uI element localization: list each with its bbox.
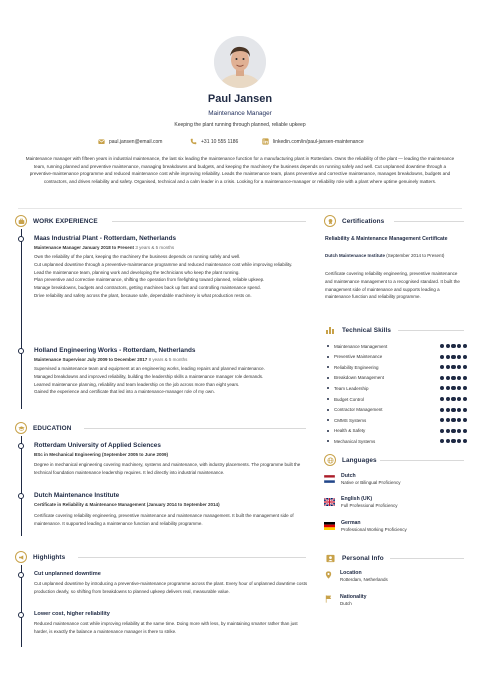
timeline-dot	[18, 493, 24, 499]
skill-name: Reliability Engineering	[334, 364, 379, 370]
contact-phone[interactable]	[190, 138, 238, 145]
experience-duration: 3 years & 5 months	[135, 245, 175, 250]
skill-level-dot	[463, 344, 467, 348]
section-title: Languages	[342, 456, 377, 464]
de-flag-icon	[324, 522, 335, 530]
skill-level-dot	[446, 408, 450, 412]
info-label: Nationality	[340, 594, 367, 600]
skill-bullet	[327, 430, 329, 432]
personal-nationality	[325, 594, 465, 606]
skill-level-dot	[440, 386, 444, 390]
experience-duration: 8 years & 5 months	[148, 357, 188, 362]
experience-bullet: Own the reliability of the plant, keeping the machinery the business depends on running safely and well.	[34, 254, 241, 259]
skill-row	[327, 373, 467, 383]
experience-bullet: Managed breakdowns and improved reliability, building the leadership skills a maintenance manager role demands.	[34, 373, 264, 379]
skill-level-dot	[446, 355, 450, 359]
skill-level-dots	[440, 429, 467, 433]
header-divider	[18, 208, 462, 209]
skill-level-dot	[463, 386, 467, 390]
skill-level-dot	[463, 376, 467, 380]
skill-bullet	[327, 345, 329, 347]
uk-flag-icon	[324, 498, 335, 506]
skill-level-dot	[457, 397, 461, 401]
tagline: Keeping the plant running through planned, reliable upkeep	[174, 122, 306, 128]
section-rule	[84, 428, 306, 429]
skill-row	[327, 383, 467, 393]
section-certifications	[324, 215, 384, 227]
skill-level-dot	[463, 397, 467, 401]
skill-level-dot	[451, 429, 455, 433]
info-value: Dutch	[340, 601, 352, 606]
highlight-title: Lower cost, higher reliability	[34, 611, 110, 617]
skill-level-dot	[440, 365, 444, 369]
flag-icon	[325, 595, 332, 603]
skill-name: Team Leadership	[334, 385, 369, 391]
contact-bar	[0, 138, 480, 148]
phone-icon	[190, 138, 197, 145]
skill-level-dot	[451, 386, 455, 390]
info-value: Rotterdam, Netherlands	[340, 577, 388, 582]
skill-level-dot	[440, 344, 444, 348]
experience-bullets	[34, 253, 310, 300]
skill-level-dot	[451, 344, 455, 348]
timeline-dot	[18, 612, 24, 618]
education-degree: Certificate in Reliability & Maintenance Management (January 2014 to September 2014)	[34, 502, 220, 507]
section-rule	[78, 557, 306, 558]
skill-row	[327, 362, 467, 372]
skill-level-dot	[446, 397, 450, 401]
contact-email-text: paul.jansen@email.com	[109, 138, 163, 145]
skill-level-dots	[440, 418, 467, 422]
skill-level-dot	[451, 418, 455, 422]
skill-bullet	[327, 440, 329, 442]
education-school: Dutch Maintenance Institute	[34, 492, 120, 499]
section-technical-skills	[324, 324, 391, 336]
experience-title: Maas Industrial Plant - Rotterdam, Netherlands	[34, 235, 177, 242]
section-title: WORK EXPERIENCE	[33, 217, 98, 225]
skill-level-dot	[457, 418, 461, 422]
skill-bullet	[327, 419, 329, 421]
section-rule	[394, 221, 464, 222]
section-personal-info	[324, 552, 384, 564]
education-degree: BSc in Mechanical Engineering (September 2005 to June 2009)	[34, 452, 169, 457]
skill-level-dot	[440, 418, 444, 422]
skill-name: Health & Safety	[334, 428, 366, 434]
experience-timeline	[21, 229, 22, 409]
skill-level-dot	[446, 344, 450, 348]
skill-level-dot	[457, 365, 461, 369]
skill-level-dots	[440, 397, 467, 401]
experience-role	[34, 357, 187, 362]
skill-level-dot	[440, 429, 444, 433]
section-title: Personal Info	[342, 554, 384, 562]
timeline-dot	[18, 572, 24, 578]
section-title: Technical Skills	[342, 326, 392, 334]
job-title: Maintenance Manager	[208, 110, 272, 117]
experience-bullet: Plan preventive and corrective maintenance, shifting the operation from firefighting toward planned, reliable upkeep.	[34, 277, 265, 283]
graduation-cap-icon	[15, 422, 27, 434]
timeline-dot	[18, 236, 24, 242]
skill-level-dot	[451, 365, 455, 369]
experience-role	[34, 245, 174, 250]
skill-level-dot	[457, 386, 461, 390]
award-icon	[324, 215, 336, 227]
education-description: Certificate covering reliability engineering, preventive maintenance and maintenance management. It built the management side of maintenance. It supported leading a maintenance function and reliability programme.	[34, 513, 294, 526]
certification-issuer	[325, 253, 465, 260]
experience-role-text: Maintenance Supervisor July 2009 to December 2017	[34, 357, 148, 362]
skill-level-dot	[457, 376, 461, 380]
certification-name: Reliability & Maintenance Management Certificate	[325, 236, 448, 242]
person-name: Paul Jansen	[207, 93, 273, 105]
contact-email[interactable]	[98, 138, 162, 145]
experience-bullet: Learned maintenance planning, reliability and team leadership on the job across more than eight years.	[34, 381, 240, 387]
skill-level-dot	[457, 429, 461, 433]
experience-bullets	[34, 365, 310, 396]
skill-bullet	[327, 377, 329, 379]
highlight-title: Cut unplanned downtime	[34, 571, 101, 577]
skill-level-dot	[463, 408, 467, 412]
education-school: Rotterdam University of Applied Sciences	[34, 442, 161, 449]
experience-bullet: Lead the maintenance team, planning work and developing the technicians who keep the plant running.	[34, 269, 240, 275]
skill-level-dot	[463, 355, 467, 359]
language-level: Native or Bilingual Proficiency	[341, 480, 401, 485]
avatar	[214, 36, 266, 88]
skill-level-dot	[463, 429, 467, 433]
skill-level-dot	[451, 439, 455, 443]
skill-name: Breakdown Management	[334, 375, 385, 381]
skill-level-dot	[446, 439, 450, 443]
skill-row	[327, 352, 467, 362]
language-name: English (UK)	[341, 496, 373, 502]
skill-level-dot	[446, 386, 450, 390]
language-english	[324, 496, 464, 512]
skill-level-dot	[463, 439, 467, 443]
skill-level-dot	[451, 397, 455, 401]
contact-linkedin[interactable]	[262, 138, 364, 145]
briefcase-icon	[15, 215, 27, 227]
skill-level-dot	[463, 418, 467, 422]
experience-bullet: Manage breakdowns, budgets and contractors, getting machines back up fast and controlling maintenance spend.	[34, 285, 261, 291]
skill-level-dot	[457, 439, 461, 443]
email-icon	[98, 138, 105, 145]
section-title: Highlights	[33, 553, 66, 561]
skill-bullet	[327, 366, 329, 368]
nl-flag-icon	[324, 475, 335, 483]
megaphone-icon	[15, 551, 27, 563]
language-level: Full Professional Proficiency	[341, 503, 398, 508]
skill-bullet	[327, 398, 329, 400]
section-rule	[380, 460, 464, 461]
skill-row	[327, 436, 467, 446]
skill-name: Maintenance Management	[334, 343, 388, 349]
section-work-experience	[15, 215, 98, 227]
skill-level-dots	[440, 355, 467, 359]
skill-level-dot	[446, 418, 450, 422]
skill-bullet	[327, 409, 329, 411]
skill-level-dot	[457, 408, 461, 412]
skill-row	[327, 426, 467, 436]
section-languages	[324, 454, 377, 466]
skill-level-dots	[440, 386, 467, 390]
section-title: Certifications	[342, 217, 385, 225]
section-title: EDUCATION	[33, 424, 72, 432]
section-rule	[112, 221, 306, 222]
experience-bullet: Gained the experience and certificate that led into a maintenance-manager role of my own.	[34, 389, 215, 395]
highlight-text: Reduced maintenance cost while improving reliability at the same time. Doing more with less, by maintaining smarter rather than just harder, is exactly the balance a maintenance manager is there to strike.	[34, 621, 298, 634]
skill-row	[327, 394, 467, 404]
section-rule	[390, 558, 464, 559]
skill-level-dot	[440, 376, 444, 380]
skill-level-dot	[440, 439, 444, 443]
contact-linkedin-text: linkedin.com/in/paul-jansen-maintenance	[273, 138, 364, 145]
skill-level-dot	[446, 429, 450, 433]
personal-location	[325, 570, 465, 582]
info-label: Location	[340, 570, 362, 576]
experience-role-text: Maintenance Manager January 2018 to Present	[34, 245, 135, 250]
experience-bullet: Cut unplanned downtime through a preventive-maintenance programme and reduced maintenance cost while improving reliability.	[34, 261, 293, 267]
experience-bullet: Supervised a maintenance team and equipment at an engineering works, leading repairs and planned maintenance.	[34, 366, 265, 371]
skill-name: Contractor Management	[334, 407, 383, 413]
education-description: Degree in mechanical engineering covering machinery, systems and maintenance, with industry placements. The programme built the technical foundation maintenance leadership requires. It led directly into industrial maintenance.	[34, 462, 301, 475]
language-name: Dutch	[341, 473, 356, 479]
skill-level-dot	[446, 365, 450, 369]
skill-name: Budget Control	[334, 396, 365, 402]
language-name: German	[341, 520, 361, 526]
highlight-text: Cut unplanned downtime by introducing a preventive-maintenance programme across the plant. Every hour of unplanned downtime costs production dearly, so shifting from breakdowns to planned upkeep delivers real, measurable value.	[34, 581, 308, 594]
id-card-icon	[324, 552, 336, 564]
skill-level-dot	[446, 376, 450, 380]
section-highlights	[15, 551, 65, 563]
certification-issuer-name: Dutch Maintenance Institute	[325, 253, 386, 258]
contact-phone-text: +31 10 555 1186	[201, 138, 239, 145]
skill-level-dot	[451, 376, 455, 380]
timeline-dot	[18, 348, 24, 354]
section-education	[15, 422, 71, 434]
skill-level-dot	[457, 355, 461, 359]
skill-bullet	[327, 356, 329, 358]
section-rule	[398, 330, 464, 331]
skill-level-dot	[451, 408, 455, 412]
location-pin-icon	[325, 571, 332, 579]
language-german	[324, 520, 464, 536]
experience-bullet: Drive reliability and safety across the plant, because safe, dependable machinery is what production rests on.	[34, 292, 252, 298]
skill-level-dots	[440, 344, 467, 348]
skill-row	[327, 341, 467, 351]
certification-dates: (September 2014 to Present)	[386, 253, 445, 258]
skills-chart-icon	[324, 324, 336, 336]
skill-name: CMMS Systems	[334, 417, 367, 423]
education-timeline	[21, 436, 22, 536]
linkedin-icon	[262, 138, 269, 145]
skill-level-dots	[440, 376, 467, 380]
experience-title: Holland Engineering Works - Rotterdam, Netherlands	[34, 347, 196, 354]
language-dutch	[324, 473, 464, 489]
skill-bullet	[327, 387, 329, 389]
skill-row	[327, 415, 467, 425]
language-level: Professional Working Proficiency	[341, 527, 407, 532]
skill-name: Preventive Maintenance	[334, 354, 383, 360]
timeline-dot	[18, 443, 24, 449]
skill-row	[327, 405, 467, 415]
profile-summary: Maintenance manager with fifteen years in industrial maintenance, the last six leading the maintenance function for a manufacturing plant in Rotterdam. Owns the reliability of the plant — leading the maintenance team, running planned and preventive maintenance, managing breakdowns and budgets, and keeping the machinery the business depends on running safely and well. Cut unplanned downtime through a preventive-maintenance programme and reduced maintenance cost while improving reliability. Leads the maintenance team, plans preventive and corrective maintenance, manages breakdowns, budgets and contractors, and drives reliability and safety. Organised, technical and a calm leader in a crisis. Looking for a maintenance-manager or reliability role with a plant where uptime genuinely matters.	[25, 156, 455, 184]
skill-level-dot	[440, 408, 444, 412]
skill-level-dot	[440, 397, 444, 401]
skill-level-dot	[440, 355, 444, 359]
skill-name: Mechanical Systems	[334, 438, 376, 444]
skill-level-dots	[440, 365, 467, 369]
globe-icon	[324, 454, 336, 466]
skill-level-dots	[440, 408, 467, 412]
skill-level-dots	[440, 439, 467, 443]
skill-level-dot	[457, 344, 461, 348]
skill-level-dot	[463, 365, 467, 369]
certification-description: Certificate covering reliability engineering, preventive maintenance and maintenance management to a recognised standard. It built the management side of maintenance and supports leading a maintenance function and reliability programme.	[325, 271, 460, 300]
skill-level-dot	[451, 355, 455, 359]
